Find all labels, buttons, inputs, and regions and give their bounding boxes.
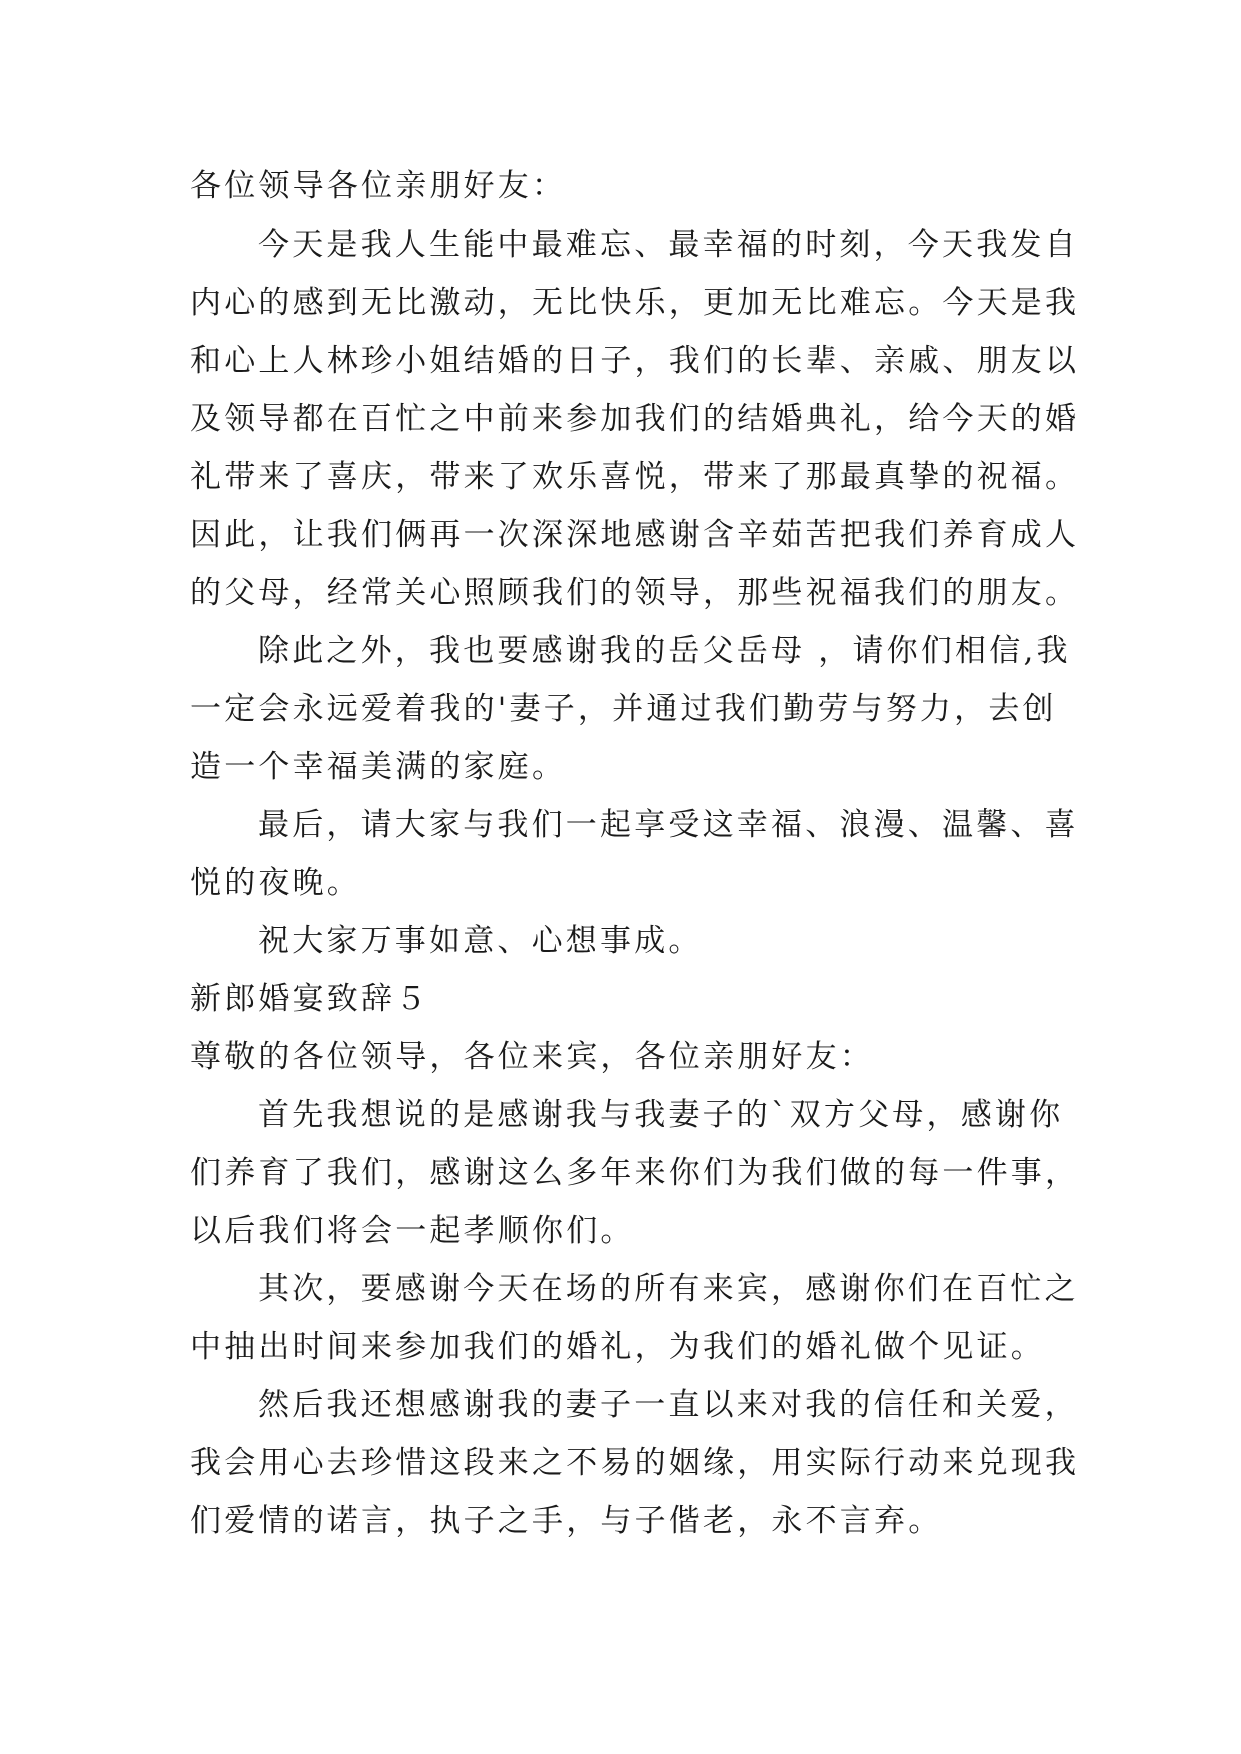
paragraph-line: 内心的感到无比激动，无比快乐，更加无比难忘。今天是我 <box>190 285 1080 321</box>
paragraph-line: 其次，要感谢今天在场的所有来宾，感谢你们在百忙之 <box>258 1271 1079 1307</box>
paragraph-line: 以后我们将会一起孝顺你们。 <box>190 1213 635 1249</box>
paragraph-line: 礼带来了喜庆，带来了欢乐喜悦，带来了那最真挚的祝福。 <box>190 459 1080 495</box>
paragraph-line: 除此之外，我也要感谢我的岳父岳母 ，请你们相信,我 <box>258 633 1071 669</box>
paragraph-line: 和心上人林珍小姐结婚的日子，我们的长辈、亲戚、朋友以 <box>190 343 1080 379</box>
paragraph-line: 因此，让我们俩再一次深深地感谢含辛茹苦把我们养育成人 <box>190 517 1080 553</box>
paragraph-line: 造一个幸福美满的家庭。 <box>190 749 567 785</box>
paragraph-line: 最后，请大家与我们一起享受这幸福、浪漫、温馨、喜 <box>258 807 1079 843</box>
paragraph-line: 首先我想说的是感谢我与我妻子的`双方父母，感谢你 <box>258 1097 1064 1133</box>
paragraph-line: 中抽出时间来参加我们的婚礼，为我们的婚礼做个见证。 <box>190 1329 1045 1365</box>
paragraph-line: 今天是我人生能中最难忘、最幸福的时刻，今天我发自 <box>258 227 1079 263</box>
paragraph-line: 们养育了我们，感谢这么多年来你们为我们做的每一件事， <box>190 1155 1080 1191</box>
section-heading: 新郎婚宴致辞５ <box>190 981 430 1017</box>
salutation-line: 尊敬的各位领导，各位来宾，各位亲朋好友： <box>190 1039 874 1075</box>
paragraph-line: 及领导都在百忙之中前来参加我们的结婚典礼，给今天的婚 <box>190 401 1080 437</box>
paragraph-line: 然后我还想感谢我的妻子一直以来对我的信任和关爱， <box>258 1387 1079 1423</box>
paragraph-line: 们爱情的诺言，执子之手，与子偕老，永不言弃。 <box>190 1503 943 1539</box>
paragraph-line: 一定会永远爱着我的'妻子，并通过我们勤劳与努力，去创 <box>190 691 1057 727</box>
paragraph-line: 祝大家万事如意、心想事成。 <box>258 923 703 959</box>
paragraph-line: 的父母，经常关心照顾我们的领导，那些祝福我们的朋友。 <box>190 575 1080 611</box>
paragraph-line: 悦的夜晚。 <box>190 865 361 901</box>
paragraph-line: 我会用心去珍惜这段来之不易的姻缘，用实际行动来兑现我 <box>190 1445 1080 1481</box>
salutation-line: 各位领导各位亲朋好友： <box>190 168 567 204</box>
